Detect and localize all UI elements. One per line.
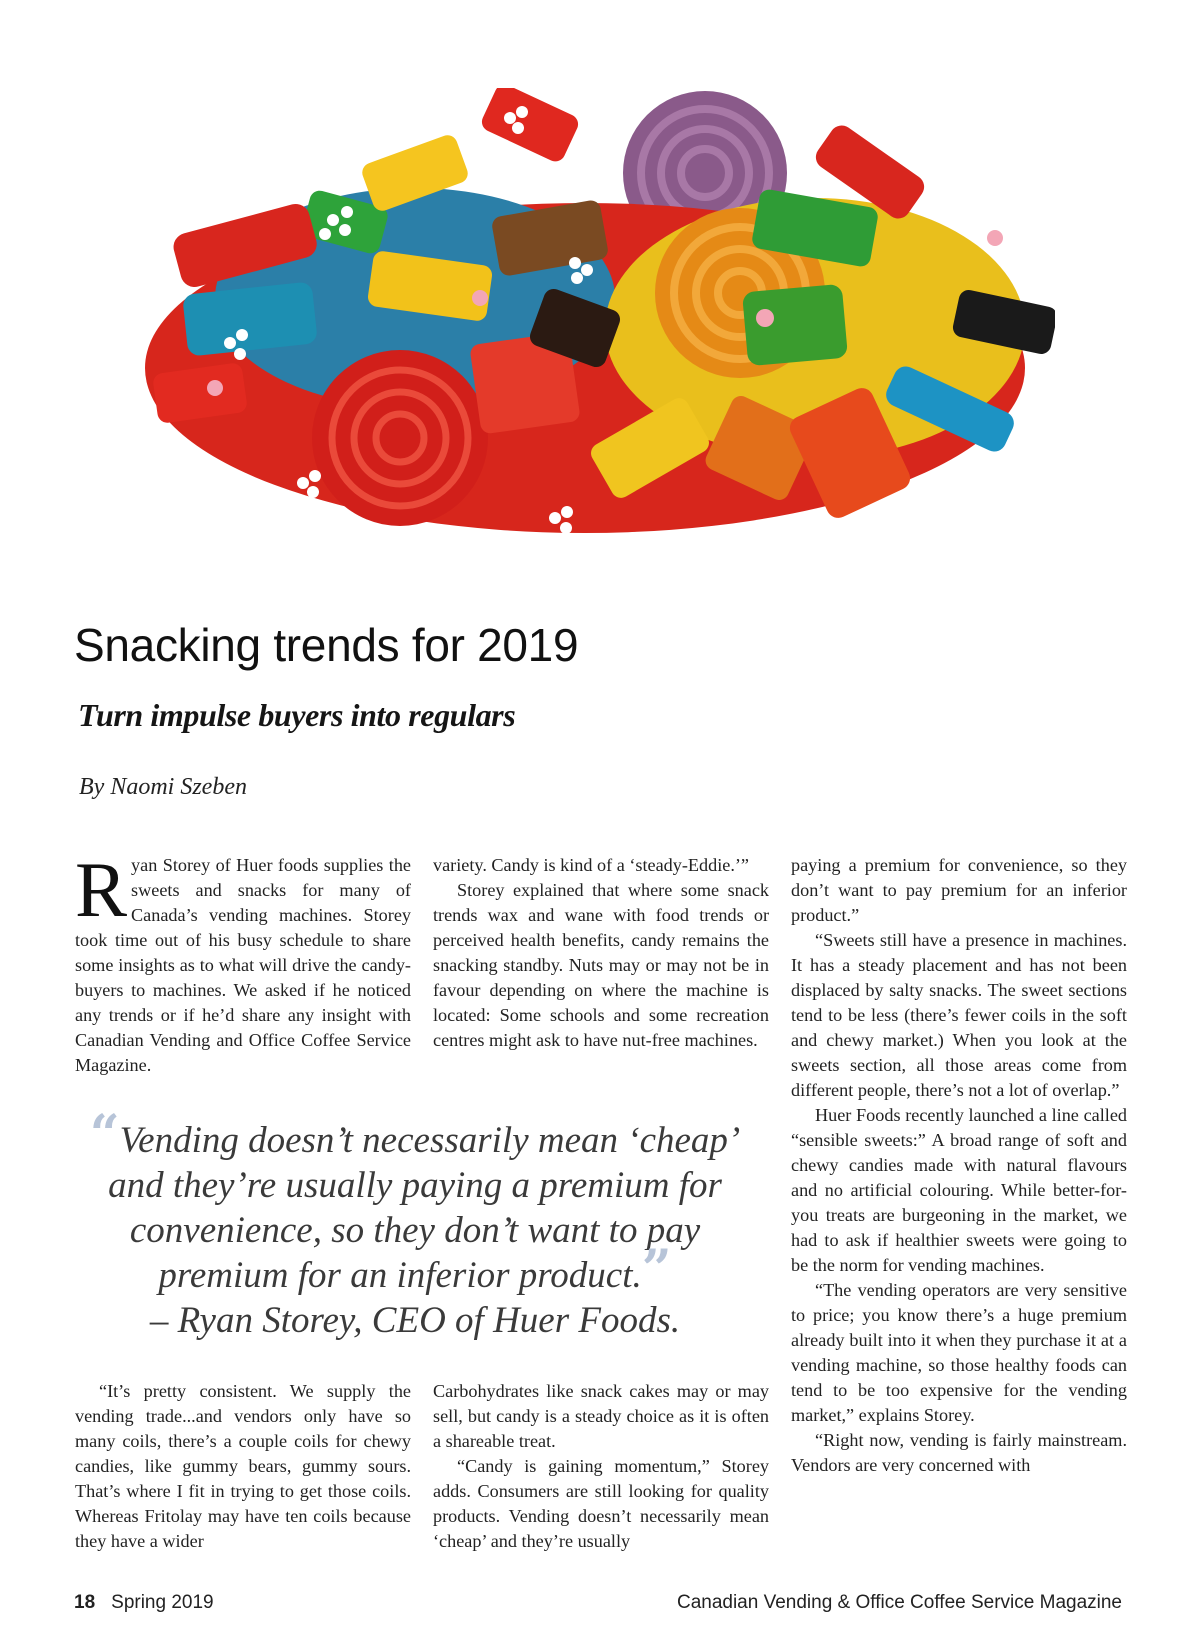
paragraph: yan Storey of Huer foods supplies the sweets and snacks for many of Canada’s vending machines. Storey took time out of his busy schedule to share some insights as to what will drive the candy-buyers to machines. We asked if he noticed any trends or if he’d share any insight with Canadian Vending and Office Coffee Service Magazine.: [75, 855, 411, 1075]
paragraph: Storey explained that where some snack trends wax and wane with food trends or perceived health benefits, candy remains the snacking standby. Nuts may or may not be in favour depending on where the machine is located: Some schools and some recreation centres might ask to have nut-free machines.: [433, 880, 769, 1050]
pull-quote-text: Vending doesn’t necessarily mean ‘cheap’ and they’re usually paying a premium for convenience, so they don’t want to pay premium for an inferior product.: [108, 1120, 741, 1296]
column-1-top: [75, 846, 411, 1078]
issue-label: Spring 2019: [111, 1592, 214, 1613]
pull-quote: [72, 1104, 758, 1343]
paragraph: paying a premium for convenience, so they don’t want to pay premium for an inferior product.”: [791, 855, 1127, 925]
article-subtitle: Turn impulse buyers into regulars: [78, 697, 516, 733]
drop-cap: R: [75, 846, 128, 933]
paragraph: “Right now, vending is fairly mainstream. Vendors are very concerned with: [791, 1430, 1127, 1475]
article-title: Snacking trends for 2019: [74, 619, 579, 671]
paragraph: variety. Candy is kind of a ‘steady-Eddie.’”: [433, 855, 749, 875]
paragraph: Carbohydrates like snack cakes may or may sell, but candy is a steady choice as it is often a shareable treat.: [433, 1381, 769, 1451]
page-number: 18: [74, 1592, 96, 1613]
byline: By Naomi Szeben: [79, 774, 247, 800]
paragraph: Huer Foods recently launched a line called “sensible sweets:” A broad range of soft and chewy candies made with natural flavours and no artificial colouring. While better-for-you treats are burgeoning in the market, we had to ask if healthier sweets were going to be the norm for vending machines.: [791, 1105, 1127, 1275]
pull-quote-attribution: – Ryan Storey, CEO of Huer Foods.: [149, 1300, 681, 1341]
close-quote-mark: ”: [641, 1239, 672, 1300]
column-1-bottom: [75, 1379, 411, 1554]
paragraph: “Sweets still have a presence in machines. It has a steady placement and has not been displaced by salty snacks. The sweet sections tend to be less (there’s fewer coils in the soft and chewy market.) When you look at the sweets section, all those areas come from different people, there’s not a lot of overlap.”: [791, 930, 1127, 1100]
column-2-bottom: [433, 1379, 769, 1554]
paragraph: “It’s pretty consistent. We supply the vending trade...and vendors only have so many coils, there’s a couple coils for chewy candies, like gummy bears, gummy sours. That’s where I fit in trying to get those coils. Whereas Fritolay may have ten coils because they have a wider: [75, 1381, 411, 1551]
column-2-top: [433, 853, 769, 1053]
page-footer: [74, 1592, 1122, 1614]
magazine-name: Canadian Vending & Office Coffee Service Magazine: [676, 1592, 1122, 1613]
paragraph: “Candy is gaining momentum,” Storey adds. Consumers are still looking for quality products. Vending doesn’t necessarily mean ‘cheap’ and they’re usually: [433, 1456, 769, 1551]
open-quote-mark: “: [89, 1104, 120, 1165]
candy-pile-image: [115, 88, 1055, 568]
paragraph: “The vending operators are very sensitive to price; you know there’s a huge premium already built into it when they purchase it at a vending machine, so those healthy foods can tend to be too expensive for the vending market,” explains Storey.: [791, 1280, 1127, 1425]
column-3: [791, 853, 1127, 1478]
